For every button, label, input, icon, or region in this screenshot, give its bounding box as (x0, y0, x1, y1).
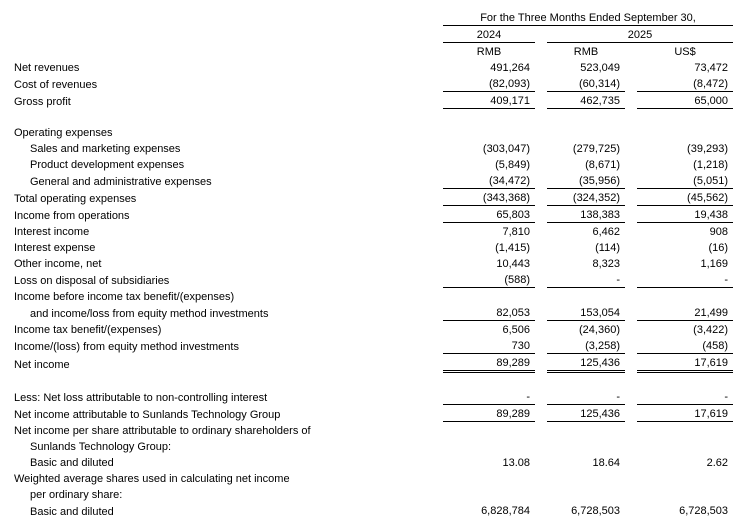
column-spacer (625, 372, 637, 389)
value-2024-rmb: (588) (443, 271, 535, 288)
value-2025-rmb (547, 288, 625, 305)
value-2024-rmb (443, 124, 535, 140)
row-label: Basic and diluted (30, 505, 114, 517)
year-2025-header: 2025 (547, 26, 733, 43)
table-row (14, 502, 733, 517)
row-label: and income/loss from equity method investments (30, 307, 269, 320)
value-2025-usd: (1,218) (693, 159, 729, 171)
value-2025-rmb: 125,436 (547, 354, 625, 372)
row-label: Net income per share attributable to ordinary shareholders of (14, 425, 311, 437)
table-row (14, 124, 733, 140)
row-label: Income/(loss) from equity method investments (14, 340, 239, 353)
value-2025-usd: (39,293) (687, 143, 729, 155)
row-label: Basic and diluted (30, 457, 114, 469)
column-spacer (625, 454, 637, 470)
header-spacer (14, 26, 443, 43)
year-header-row (14, 26, 733, 43)
column-spacer (535, 59, 547, 75)
value-2024-rmb: 409,171 (443, 92, 535, 109)
row-label: Sales and marketing expenses (30, 143, 181, 155)
column-spacer (535, 486, 547, 502)
table-row (14, 271, 733, 288)
column-spacer (625, 255, 637, 271)
value-2025-usd (637, 288, 733, 305)
value-2024-rmb (443, 486, 535, 502)
column-spacer (535, 223, 547, 240)
column-spacer (625, 502, 637, 517)
column-spacer (625, 405, 637, 422)
value-2024-rmb (443, 109, 535, 125)
row-label (14, 372, 443, 389)
value-2025-usd: - (637, 271, 733, 288)
value-2024-rmb: 13.08 (502, 457, 530, 469)
column-spacer (625, 156, 637, 172)
value-2024-rmb: 10,443 (496, 258, 530, 270)
value-2024-rmb (443, 438, 535, 454)
row-label: Total operating expenses (14, 192, 137, 205)
value-2024-rmb: 491,264 (490, 62, 530, 74)
table-row (14, 422, 733, 439)
column-spacer (535, 454, 547, 470)
table-row (14, 223, 733, 240)
column-spacer (535, 156, 547, 172)
row-label: Net revenues (14, 62, 80, 74)
value-2024-rmb: 82,053 (443, 304, 535, 321)
value-2025-rmb: 523,049 (580, 62, 620, 74)
column-spacer (535, 140, 547, 156)
column-spacer (625, 43, 637, 60)
value-2025-rmb: (279,725) (572, 143, 620, 155)
period-title: For the Three Months Ended September 30, (443, 8, 733, 26)
value-2025-usd (637, 486, 733, 502)
value-2025-usd: 2.62 (706, 457, 729, 469)
row-label: Interest income (14, 226, 90, 238)
row-label: Gross profit (14, 95, 71, 108)
column-spacer (535, 189, 547, 206)
row-label: Interest expense (14, 242, 96, 254)
value-2025-usd: (45,562) (637, 189, 733, 206)
value-2025-rmb (547, 470, 625, 486)
value-2024-rmb: (82,093) (443, 75, 535, 92)
column-spacer (625, 337, 637, 354)
value-2025-rmb (547, 372, 625, 389)
value-2025-rmb: 153,054 (547, 304, 625, 321)
value-2024-rmb: 730 (443, 337, 535, 354)
column-spacer (625, 109, 637, 125)
column-spacer (535, 239, 547, 255)
column-spacer (535, 124, 547, 140)
value-2025-rmb: - (547, 271, 625, 288)
table-row (14, 206, 733, 223)
value-2025-usd: 1,169 (700, 258, 729, 270)
value-2024-rmb (443, 288, 535, 305)
value-2025-rmb (547, 109, 625, 125)
table-row (14, 189, 733, 206)
column-spacer (535, 422, 547, 439)
column-spacer (535, 26, 547, 43)
column-spacer (535, 255, 547, 271)
value-2024-rmb: (303,047) (482, 143, 530, 155)
value-2025-rmb: 6,728,503 (547, 502, 625, 517)
column-spacer (535, 405, 547, 422)
table-row (14, 75, 733, 92)
value-2025-usd: (5,051) (637, 172, 733, 189)
column-spacer (625, 75, 637, 92)
column-spacer (625, 321, 637, 338)
column-spacer (625, 470, 637, 486)
value-2024-rmb: 7,810 (502, 226, 530, 238)
table-row (14, 140, 733, 156)
value-2025-usd: 19,438 (637, 206, 733, 223)
period-header-row (14, 8, 733, 26)
value-2025-rmb: (35,956) (547, 172, 625, 189)
table-row (14, 92, 733, 109)
value-2024-rmb: - (443, 388, 535, 405)
value-2024-rmb: (343,368) (443, 189, 535, 206)
row-label: Loss on disposal of subsidiaries (14, 274, 170, 287)
value-2025-rmb: (324,352) (547, 189, 625, 206)
value-2025-usd: 908 (709, 226, 729, 238)
row-label: Sunlands Technology Group: (30, 441, 172, 453)
header-spacer (14, 43, 443, 60)
value-2025-rmb: (8,671) (585, 159, 620, 171)
table-row (14, 337, 733, 354)
column-spacer (625, 422, 637, 439)
table-row (14, 438, 733, 454)
row-label: Income from operations (14, 209, 130, 222)
table-row (14, 486, 733, 502)
value-2025-rmb: 8,323 (592, 258, 620, 270)
table-row (14, 109, 733, 125)
column-spacer (535, 288, 547, 305)
value-2024-rmb (443, 422, 535, 439)
value-2025-usd: (8,472) (637, 75, 733, 92)
table-row (14, 172, 733, 189)
column-spacer (625, 124, 637, 140)
table-body (14, 59, 733, 517)
currency-header-usd-2025: US$ (674, 46, 696, 58)
row-label: per ordinary share: (30, 489, 123, 501)
column-spacer (535, 172, 547, 189)
column-spacer (535, 388, 547, 405)
value-2024-rmb: (1,415) (495, 242, 530, 254)
column-spacer (625, 206, 637, 223)
value-2025-rmb: - (547, 388, 625, 405)
column-spacer (535, 206, 547, 223)
row-label (14, 109, 443, 125)
value-2024-rmb (443, 372, 535, 389)
row-label: Product development expenses (30, 159, 185, 171)
value-2025-rmb: (24,360) (579, 324, 620, 336)
column-spacer (535, 502, 547, 517)
column-spacer (535, 372, 547, 389)
column-spacer (625, 304, 637, 321)
value-2025-rmb: 138,383 (547, 206, 625, 223)
column-spacer (625, 438, 637, 454)
value-2024-rmb (443, 470, 535, 486)
value-2025-usd: (458) (637, 337, 733, 354)
row-label: Income tax benefit/(expenses) (14, 324, 162, 336)
table-row (14, 388, 733, 405)
value-2025-rmb (547, 422, 625, 439)
value-2025-usd (637, 470, 733, 486)
column-spacer (625, 486, 637, 502)
row-label: Operating expenses (14, 127, 113, 139)
value-2025-usd: 17,619 (637, 354, 733, 372)
value-2025-rmb (547, 486, 625, 502)
value-2024-rmb: (5,849) (495, 159, 530, 171)
value-2024-rmb: 89,289 (443, 354, 535, 372)
column-spacer (535, 304, 547, 321)
value-2025-usd: - (637, 388, 733, 405)
column-spacer (625, 388, 637, 405)
value-2025-usd: 17,619 (637, 405, 733, 422)
value-2025-usd (637, 124, 733, 140)
value-2025-rmb (547, 438, 625, 454)
column-spacer (535, 337, 547, 354)
currency-header-rmb-2024: RMB (476, 46, 502, 58)
row-label: General and administrative expenses (30, 175, 212, 188)
column-spacer (625, 271, 637, 288)
value-2024-rmb: (34,472) (443, 172, 535, 189)
value-2025-rmb: 125,436 (547, 405, 625, 422)
table-header (14, 8, 733, 59)
column-spacer (625, 239, 637, 255)
table-row (14, 255, 733, 271)
value-2025-rmb: (60,314) (547, 75, 625, 92)
table-row (14, 470, 733, 486)
header-spacer (14, 8, 443, 26)
column-spacer (625, 140, 637, 156)
row-label: Other income, net (14, 258, 102, 270)
table-row (14, 288, 733, 305)
column-spacer (535, 75, 547, 92)
column-spacer (535, 321, 547, 338)
value-2025-rmb: 18.64 (592, 457, 620, 469)
value-2025-usd: (3,422) (693, 324, 729, 336)
row-label: Net income attributable to Sunlands Technology Group (14, 408, 281, 421)
value-2024-rmb: 89,289 (443, 405, 535, 422)
value-2025-usd: 73,472 (694, 62, 729, 74)
value-2025-rmb: (3,258) (547, 337, 625, 354)
column-spacer (535, 271, 547, 288)
table-row (14, 304, 733, 321)
table-row (14, 454, 733, 470)
currency-header-row (14, 43, 733, 60)
value-2025-usd (637, 109, 733, 125)
column-spacer (535, 438, 547, 454)
table-row (14, 372, 733, 389)
row-label: Weighted average shares used in calculating net income (14, 473, 290, 485)
row-label: Less: Net loss attributable to non-controlling interest (14, 391, 268, 404)
value-2025-usd: 65,000 (637, 92, 733, 109)
row-label: Cost of revenues (14, 78, 98, 91)
value-2024-rmb: 65,803 (443, 206, 535, 223)
table-row (14, 354, 733, 372)
column-spacer (625, 354, 637, 372)
row-label: Net income (14, 358, 70, 371)
column-spacer (625, 92, 637, 109)
column-spacer (625, 288, 637, 305)
value-2025-usd: 6,728,503 (637, 502, 733, 517)
column-spacer (625, 223, 637, 240)
column-spacer (535, 354, 547, 372)
table-row (14, 321, 733, 338)
value-2025-rmb: 462,735 (547, 92, 625, 109)
year-2024-header: 2024 (443, 26, 535, 43)
value-2025-rmb: 6,462 (592, 226, 620, 238)
column-spacer (625, 189, 637, 206)
row-label: Income before income tax benefit/(expenses) (14, 291, 235, 303)
column-spacer (625, 59, 637, 75)
column-spacer (535, 470, 547, 486)
column-spacer (625, 172, 637, 189)
value-2025-usd (637, 372, 733, 389)
currency-header-rmb-2025: RMB (573, 46, 599, 58)
value-2025-rmb: (114) (595, 242, 620, 254)
table-row (14, 59, 733, 75)
value-2025-usd: (16) (708, 242, 729, 254)
income-statement-table (14, 8, 733, 517)
table-row (14, 156, 733, 172)
column-spacer (535, 109, 547, 125)
value-2024-rmb: 6,828,784 (443, 502, 535, 517)
table-row (14, 239, 733, 255)
value-2025-usd: 21,499 (637, 304, 733, 321)
column-spacer (535, 43, 547, 60)
value-2024-rmb: 6,506 (502, 324, 530, 336)
column-spacer (535, 92, 547, 109)
table-row (14, 405, 733, 422)
value-2025-usd (637, 438, 733, 454)
value-2025-rmb (547, 124, 625, 140)
value-2025-usd (637, 422, 733, 439)
